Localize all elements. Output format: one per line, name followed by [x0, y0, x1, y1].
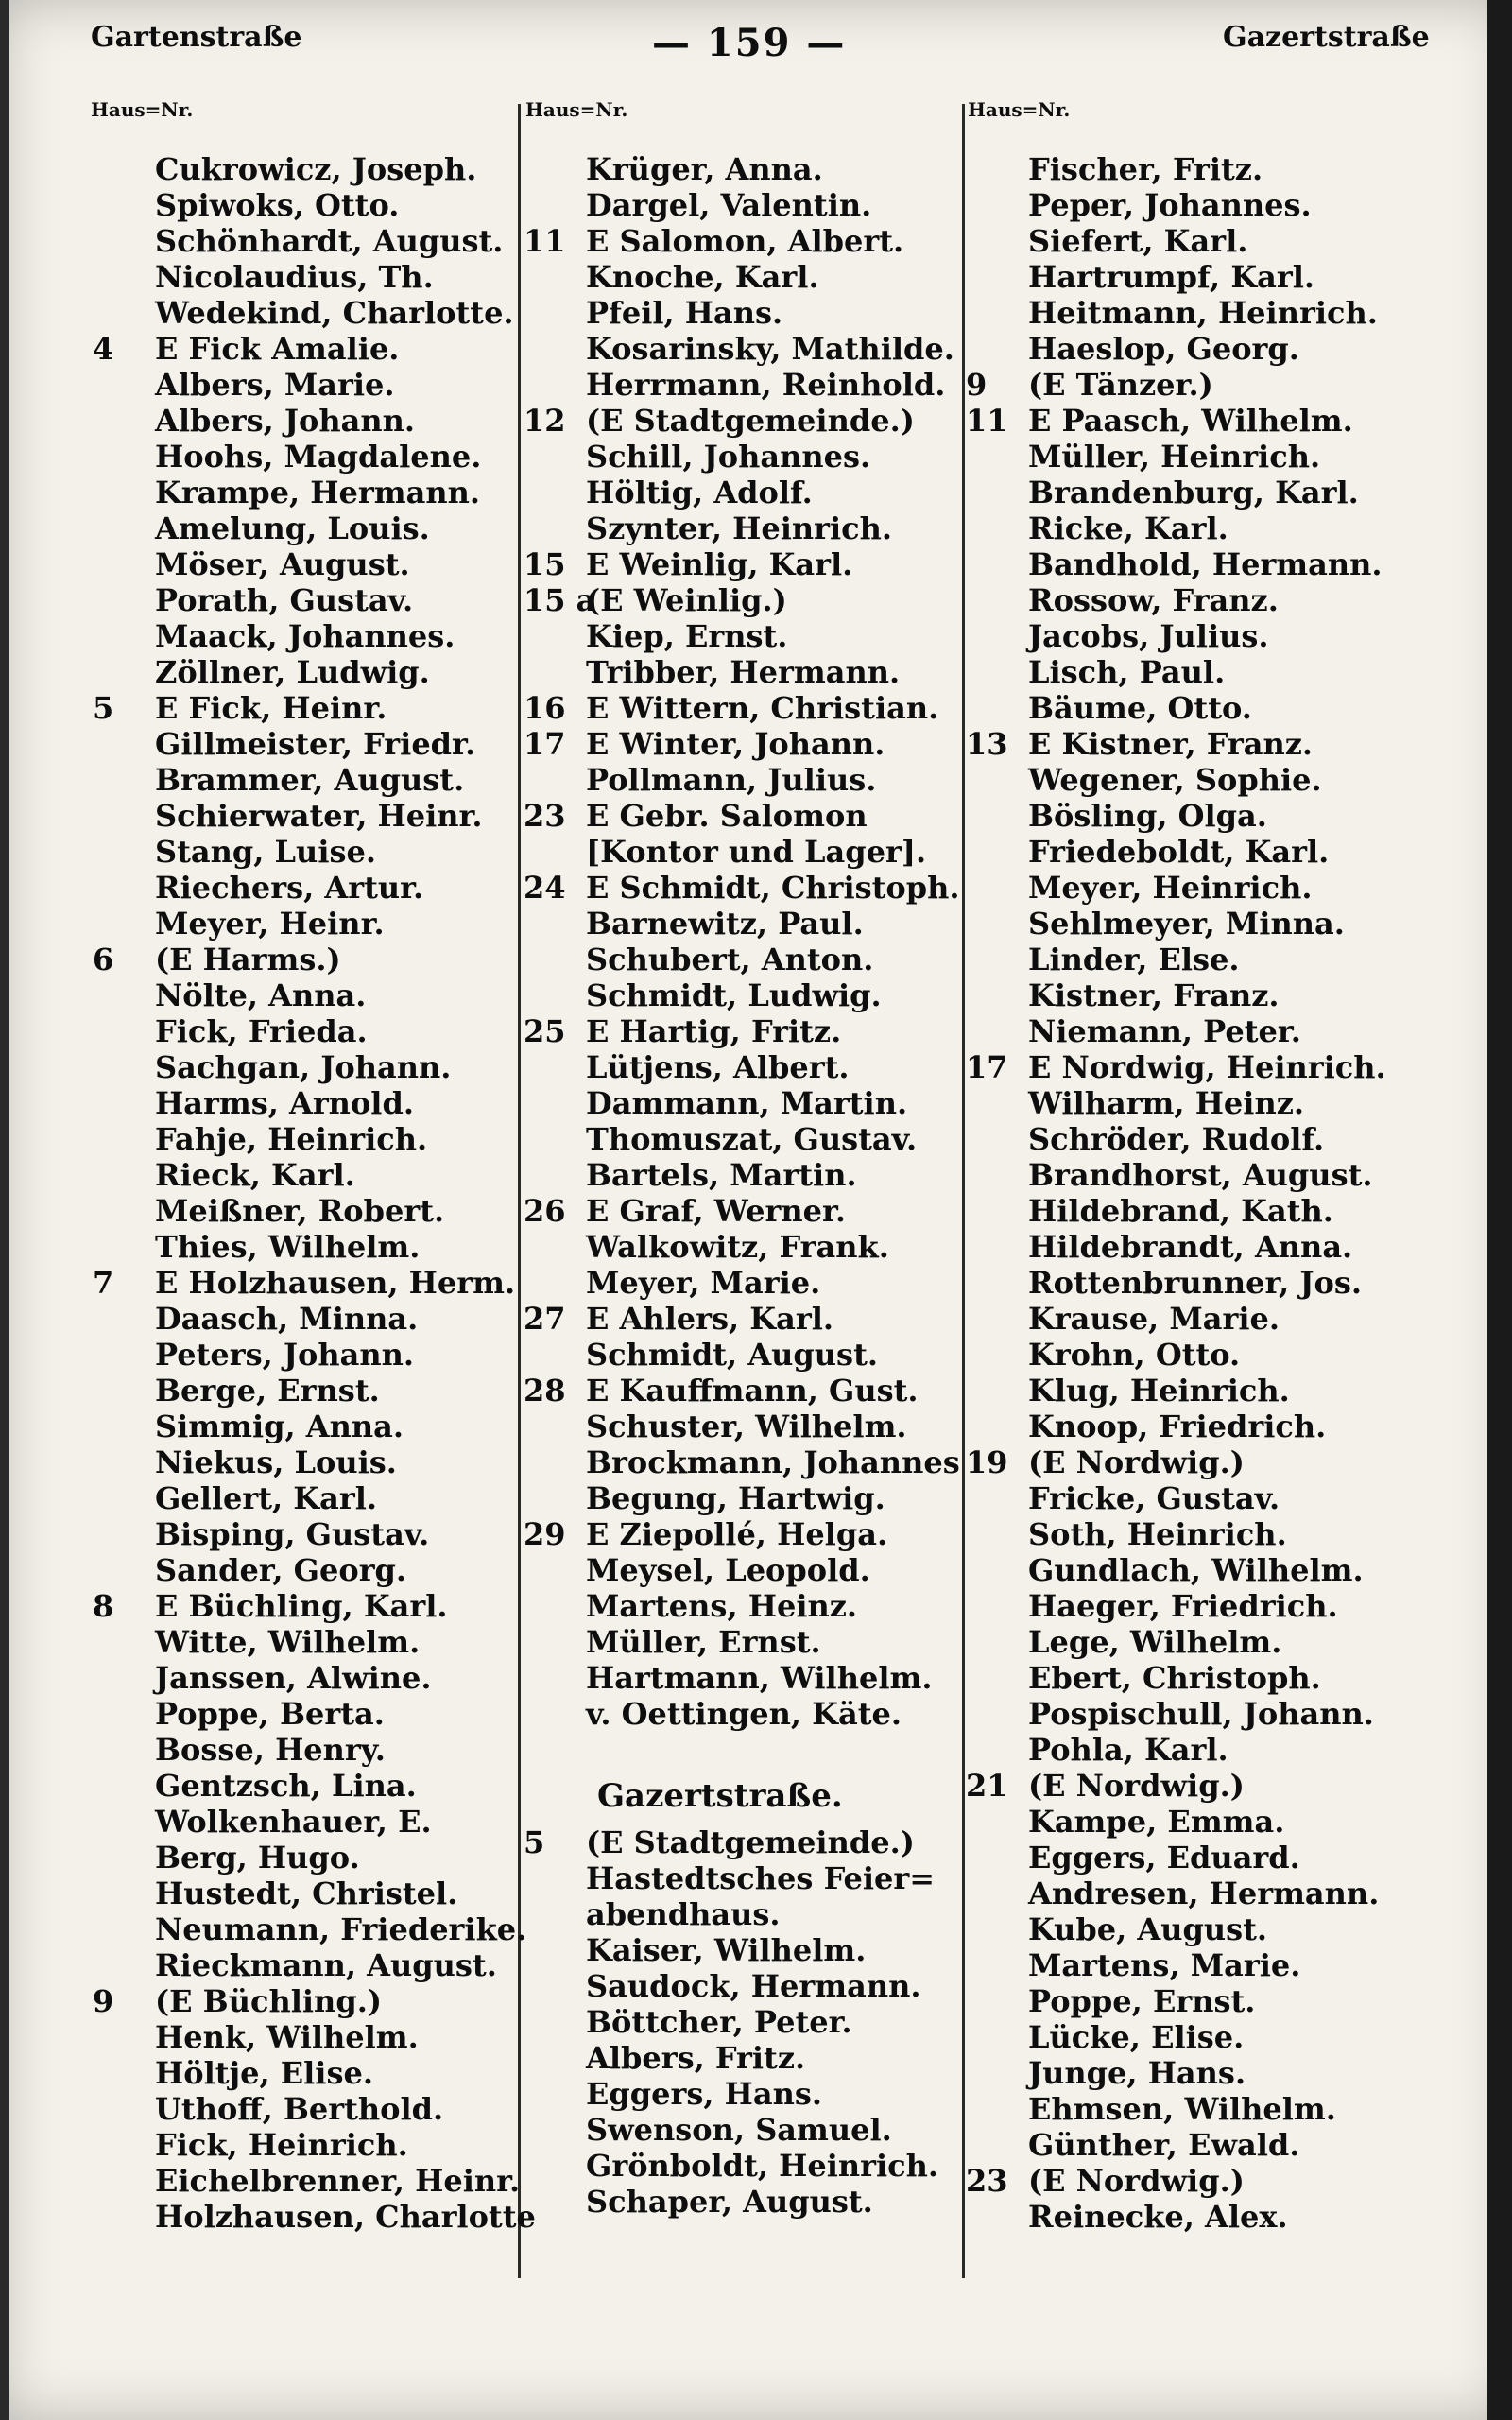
resident-name: Lütjens, Albert.	[586, 1049, 850, 1085]
resident-name: Schubert, Anton.	[586, 942, 874, 977]
resident-name: Pospischull, Johann.	[1028, 1696, 1374, 1732]
resident-name: Henk, Wilhelm.	[155, 2019, 419, 2055]
house-number: 17	[966, 1049, 1008, 1085]
directory-entry	[524, 726, 885, 762]
directory-entry	[524, 654, 901, 690]
resident-name: Nölte, Anna.	[155, 977, 367, 1013]
resident-name: Soth, Heinrich.	[1028, 1516, 1287, 1552]
resident-name: Linder, Else.	[1028, 942, 1240, 977]
resident-name: Rieckmann, August.	[155, 1947, 497, 1983]
resident-name: Poppe, Berta.	[155, 1696, 385, 1732]
directory-entry	[524, 1696, 902, 1732]
resident-name: Barnewitz, Paul.	[586, 906, 864, 942]
resident-name: Gillmeister, Friedr.	[155, 726, 476, 762]
page-number: — 159 —	[652, 21, 847, 65]
resident-name: Möser, August.	[155, 546, 410, 582]
resident-name: Rottenbrunner, Jos.	[1028, 1265, 1362, 1301]
running-header-left: Gartenstraße	[91, 21, 302, 54]
resident-name: Fischer, Fritz.	[1028, 151, 1263, 187]
resident-name: Lisch, Paul.	[1028, 654, 1226, 690]
directory-entry	[524, 1824, 915, 1860]
resident-name: Schmidt, August.	[586, 1337, 878, 1373]
resident-name: Haeslop, Georg.	[1028, 331, 1299, 367]
resident-name: Höltje, Elise.	[155, 2055, 373, 2091]
house-number: 27	[524, 1301, 566, 1337]
house-number: 25	[524, 1013, 566, 1049]
directory-entry	[524, 1444, 960, 1480]
resident-name: Fick, Heinrich.	[155, 2127, 408, 2163]
directory-entry	[524, 1968, 921, 2004]
directory-entry	[524, 1516, 888, 1552]
resident-name: Schuster, Wilhelm.	[586, 1409, 907, 1444]
directory-entry	[524, 2148, 939, 2184]
resident-name: (E Weinlig.)	[586, 582, 787, 618]
resident-name: Amelung, Louis.	[155, 510, 430, 546]
directory-entry	[524, 1896, 843, 1932]
resident-name: Wilharm, Heinz.	[1028, 1085, 1305, 1121]
resident-name: Hartmann, Wilhelm.	[586, 1660, 933, 1696]
resident-name: Pollmann, Julius.	[586, 762, 877, 798]
resident-name: Fricke, Gustav.	[1028, 1480, 1280, 1516]
resident-name: Thomuszat, Gustav.	[586, 1121, 918, 1157]
resident-name: Ricke, Karl.	[1028, 510, 1228, 546]
resident-name: E Graf, Werner.	[586, 1193, 847, 1229]
resident-name: Grönboldt, Heinrich.	[586, 2148, 939, 2184]
resident-name: Hartrumpf, Karl.	[1028, 259, 1315, 295]
directory-entry	[524, 475, 843, 510]
resident-name: Klug, Heinrich.	[1028, 1373, 1290, 1409]
resident-name: Swenson, Samuel.	[586, 2112, 892, 2148]
resident-name: Bösling, Olga.	[1028, 798, 1267, 834]
directory-entry	[524, 1480, 885, 1516]
directory-entry	[524, 1085, 908, 1121]
resident-name: Fick, Frieda.	[155, 1013, 368, 1049]
resident-name: Heitmann, Heinrich.	[1028, 295, 1378, 331]
resident-name: Haeger, Friedrich.	[1028, 1588, 1338, 1624]
directory-entry	[524, 295, 843, 331]
directory-entry	[524, 1660, 933, 1696]
resident-name: (E Stadtgemeinde.)	[586, 1824, 915, 1860]
section-spacer	[524, 1732, 843, 1768]
resident-name: Stang, Luise.	[155, 834, 376, 870]
street-section-title: Gazertstraße.	[597, 1777, 843, 1815]
resident-name: Gentzsch, Lina.	[155, 1768, 417, 1804]
resident-name: Berge, Ernst.	[155, 1373, 380, 1409]
resident-name: Schaper, August.	[586, 2184, 873, 2220]
house-number: 26	[524, 1193, 566, 1229]
resident-name: Bäume, Otto.	[1028, 690, 1252, 726]
resident-name: Meysel, Leopold.	[586, 1552, 870, 1588]
resident-name: Neumann, Friederike.	[155, 1911, 527, 1947]
resident-name: (E Tänzer.)	[1028, 367, 1213, 403]
directory-entry	[524, 1588, 858, 1624]
column-header-2: Haus=Nr.	[525, 98, 628, 121]
resident-name: v. Oettingen, Käte.	[586, 1696, 902, 1732]
house-number: 23	[966, 2163, 1008, 2199]
resident-name: Bartels, Martin.	[586, 1157, 857, 1193]
resident-name: Hildebrandt, Anna.	[1028, 1229, 1353, 1265]
directory-entry	[524, 618, 843, 654]
resident-name: Krause, Marie.	[1028, 1301, 1280, 1337]
resident-name: E Kauffmann, Gust.	[586, 1373, 919, 1409]
resident-name: Schill, Johannes.	[586, 439, 871, 475]
resident-name: E Fick, Heinr.	[155, 690, 387, 726]
resident-name: Kosarinsky, Mathilde.	[586, 331, 954, 367]
resident-name: Poppe, Ernst.	[1028, 1983, 1256, 2019]
resident-name: Böttcher, Peter.	[586, 2004, 852, 2040]
resident-name: Albers, Johann.	[155, 403, 416, 439]
directory-entry	[524, 1121, 918, 1157]
resident-name: Höltig, Adolf.	[586, 475, 813, 510]
house-number: 4	[93, 331, 114, 367]
resident-name: Eggers, Eduard.	[1028, 1840, 1300, 1876]
directory-entry	[524, 1049, 850, 1085]
resident-name: Porath, Gustav.	[155, 582, 414, 618]
resident-name: Brammer, August.	[155, 762, 465, 798]
column-2	[524, 151, 960, 2220]
resident-name: Niekus, Louis.	[155, 1444, 397, 1480]
house-number: 5	[524, 1824, 545, 1860]
resident-name: Fahje, Heinrich.	[155, 1121, 428, 1157]
house-number: 13	[966, 726, 1008, 762]
resident-name: Kistner, Franz.	[1028, 977, 1280, 1013]
resident-name: Ehmsen, Wilhelm.	[1028, 2091, 1336, 2127]
resident-name: Krohn, Otto.	[1028, 1337, 1241, 1373]
directory-entry	[524, 1157, 857, 1193]
resident-name: Jacobs, Julius.	[1028, 618, 1269, 654]
resident-name: Andresen, Hermann.	[1028, 1876, 1380, 1911]
resident-name: Holzhausen, Charlotte	[155, 2199, 536, 2235]
house-number: 5	[93, 690, 114, 726]
resident-name: Hustedt, Christel.	[155, 1876, 458, 1911]
house-number: 28	[524, 1373, 566, 1409]
resident-name: Knoche, Karl.	[586, 259, 819, 295]
resident-name: Wedekind, Charlotte.	[155, 295, 514, 331]
resident-name: Junge, Hans.	[1028, 2055, 1246, 2091]
resident-name: Harms, Arnold.	[155, 1085, 414, 1121]
house-number: 16	[524, 690, 566, 726]
directory-entry	[524, 762, 877, 798]
resident-name: E Weinlig, Karl.	[586, 546, 853, 582]
resident-name: Begung, Hartwig.	[586, 1480, 885, 1516]
resident-name: E Wittern, Christian.	[586, 690, 939, 726]
resident-name: Schierwater, Heinr.	[155, 798, 483, 834]
resident-name: E Ziepollé, Helga.	[586, 1516, 888, 1552]
resident-name: E Gebr. Salomon	[586, 798, 868, 834]
house-number: 9	[93, 1983, 114, 2019]
resident-name: Walkowitz, Frank.	[586, 1229, 889, 1265]
scan-edge-left	[0, 0, 9, 2420]
resident-name: Lücke, Elise.	[1028, 2019, 1245, 2055]
resident-name: Szynter, Heinrich.	[586, 510, 893, 546]
directory-entry	[524, 582, 843, 618]
directory-entry	[524, 2040, 843, 2076]
resident-name: Gundlach, Wilhelm.	[1028, 1552, 1364, 1588]
directory-entry	[524, 1013, 843, 1049]
resident-name: Schröder, Rudolf.	[1028, 1121, 1325, 1157]
resident-name: Pohla, Karl.	[1028, 1732, 1228, 1768]
house-number: 15	[524, 546, 566, 582]
column-divider	[962, 104, 965, 2278]
resident-name: Lege, Wilhelm.	[1028, 1624, 1282, 1660]
resident-name: Schmidt, Ludwig.	[586, 977, 882, 1013]
resident-name: Bandhold, Hermann.	[1028, 546, 1383, 582]
resident-name: Meyer, Heinrich.	[1028, 870, 1313, 906]
resident-name: E Schmidt, Christoph.	[586, 870, 960, 906]
resident-name: Brandenburg, Karl.	[1028, 475, 1359, 510]
resident-name: Hastedtsches Feier=	[586, 1860, 936, 1896]
directory-entry	[524, 1337, 878, 1373]
resident-name: Kaiser, Wilhelm.	[586, 1932, 867, 1968]
resident-name: Müller, Ernst.	[586, 1624, 821, 1660]
directory-entry	[524, 510, 893, 546]
column-header-1: Haus=Nr.	[91, 98, 194, 121]
resident-name: E Ahlers, Karl.	[586, 1301, 833, 1337]
resident-name: Schönhardt, August.	[155, 223, 504, 259]
resident-name: Dargel, Valentin.	[586, 187, 872, 223]
directory-entry	[524, 942, 874, 977]
directory-entry	[524, 1409, 907, 1444]
resident-name: Reinecke, Alex.	[1028, 2199, 1288, 2235]
resident-name: Rieck, Karl.	[155, 1157, 355, 1193]
directory-entry	[524, 834, 927, 870]
directory-entry	[524, 2004, 852, 2040]
directory-entry	[524, 2184, 873, 2220]
house-number: 11	[524, 223, 566, 259]
resident-name: Müller, Heinrich.	[1028, 439, 1321, 475]
resident-name: Krampe, Hermann.	[155, 475, 480, 510]
resident-name: Friedeboldt, Karl.	[1028, 834, 1330, 870]
directory-entry	[524, 223, 904, 259]
directory-entry	[524, 1193, 847, 1229]
directory-entry	[524, 977, 882, 1013]
directory-entry	[524, 1265, 843, 1301]
directory-entry	[524, 1301, 843, 1337]
resident-name: Kube, August.	[1028, 1911, 1268, 1947]
resident-name: Hildebrand, Kath.	[1028, 1193, 1333, 1229]
resident-name: Simmig, Anna.	[155, 1409, 404, 1444]
resident-name: E Salomon, Albert.	[586, 223, 904, 259]
house-number: 15 a	[524, 582, 596, 618]
house-number: 11	[966, 403, 1008, 439]
resident-name: Cukrowicz, Joseph.	[155, 151, 477, 187]
scan-edge-right	[1487, 0, 1512, 2420]
resident-name: Wolkenhauer, E.	[155, 1804, 432, 1840]
resident-name: Peper, Johannes.	[1028, 187, 1312, 223]
directory-entry	[524, 870, 960, 906]
house-number: 21	[966, 1768, 1008, 1804]
resident-name: Bisping, Gustav.	[155, 1516, 430, 1552]
resident-name: (E Nordwig.)	[1028, 2163, 1245, 2199]
resident-name: Brandhorst, August.	[1028, 1157, 1373, 1193]
resident-name: Sander, Georg.	[155, 1552, 407, 1588]
house-number: 19	[966, 1444, 1008, 1480]
resident-name: Hoohs, Magdalene.	[155, 439, 482, 475]
resident-name: Bosse, Henry.	[155, 1732, 386, 1768]
resident-name: Berg, Hugo.	[155, 1840, 360, 1876]
directory-entry	[524, 1624, 843, 1660]
resident-name: Dammann, Martin.	[586, 1085, 908, 1121]
resident-name: Spiwoks, Otto.	[155, 187, 400, 223]
resident-name: Martens, Heinz.	[586, 1588, 858, 1624]
house-number: 12	[524, 403, 566, 439]
resident-name: Uthoff, Berthold.	[155, 2091, 444, 2127]
resident-name: Janssen, Alwine.	[155, 1660, 432, 1696]
resident-name: Riechers, Artur.	[155, 870, 424, 906]
house-number: 29	[524, 1516, 566, 1552]
resident-name: Meißner, Robert.	[155, 1193, 445, 1229]
resident-name: Sehlmeyer, Minna.	[1028, 906, 1345, 942]
resident-name: Krüger, Anna.	[586, 151, 823, 187]
resident-name: Siefert, Karl.	[1028, 223, 1248, 259]
directory-entry	[524, 906, 864, 942]
house-number: 17	[524, 726, 566, 762]
directory-entry	[524, 1229, 889, 1265]
resident-name: Rossow, Franz.	[1028, 582, 1279, 618]
resident-name: Herrmann, Reinhold.	[586, 367, 946, 403]
resident-name: (E Harms.)	[155, 942, 341, 977]
resident-name: Ebert, Christoph.	[1028, 1660, 1321, 1696]
resident-name: Niemann, Peter.	[1028, 1013, 1301, 1049]
resident-name: Eggers, Hans.	[586, 2076, 823, 2112]
resident-name: Wegener, Sophie.	[1028, 762, 1322, 798]
house-number: 8	[93, 1588, 114, 1624]
resident-name: Brockmann, Johannes	[586, 1444, 960, 1480]
resident-name: Albers, Fritz.	[586, 2040, 806, 2076]
resident-name: Thies, Wilhelm.	[155, 1229, 421, 1265]
directory-entry	[524, 1552, 870, 1588]
resident-name: Meyer, Marie.	[586, 1265, 821, 1301]
directory-entry	[524, 187, 872, 223]
resident-name: Witte, Wilhelm.	[155, 1624, 421, 1660]
resident-name: Kampe, Emma.	[1028, 1804, 1285, 1840]
directory-entry	[524, 151, 843, 187]
resident-name: E Hartig, Fritz.	[586, 1013, 842, 1049]
resident-name: Peters, Johann.	[155, 1337, 415, 1373]
directory-entry	[524, 403, 915, 439]
house-number: 9	[966, 367, 988, 403]
resident-name: E Nordwig, Heinrich.	[1028, 1049, 1386, 1085]
resident-name: Tribber, Hermann.	[586, 654, 901, 690]
resident-name: E Fick Amalie.	[155, 331, 400, 367]
resident-name: Daasch, Minna.	[155, 1301, 419, 1337]
directory-entry	[524, 1373, 919, 1409]
resident-name: E Paasch, Wilhelm.	[1028, 403, 1353, 439]
house-number: 24	[524, 870, 566, 906]
house-number: 6	[93, 942, 114, 977]
resident-name: E Winter, Johann.	[586, 726, 885, 762]
directory-entry	[524, 1932, 867, 1968]
resident-name: Martens, Marie.	[1028, 1947, 1301, 1983]
resident-name: E Kistner, Franz.	[1028, 726, 1314, 762]
column-header-3: Haus=Nr.	[968, 98, 1071, 121]
resident-name: Saudock, Hermann.	[586, 1968, 921, 2004]
directory-entry	[524, 690, 939, 726]
directory-entry	[524, 2076, 843, 2112]
resident-name: abendhaus.	[586, 1896, 781, 1932]
directory-entry	[524, 798, 868, 834]
resident-name: E Holzhausen, Herm.	[155, 1265, 516, 1301]
resident-name: Gellert, Karl.	[155, 1480, 377, 1516]
resident-name: Pfeil, Hans.	[586, 295, 783, 331]
resident-name: Nicolaudius, Th.	[155, 259, 434, 295]
directory-entry	[524, 259, 843, 295]
resident-name: Meyer, Heinr.	[155, 906, 385, 942]
resident-name: (E Nordwig.)	[1028, 1444, 1245, 1480]
resident-name: Kiep, Ernst.	[586, 618, 788, 654]
directory-entry	[524, 2112, 892, 2148]
directory-entry	[524, 439, 871, 475]
resident-name: [Kontor und Lager].	[586, 834, 927, 870]
resident-name: Knoop, Friedrich.	[1028, 1409, 1327, 1444]
resident-name: (E Nordwig.)	[1028, 1768, 1245, 1804]
house-number: 23	[524, 798, 566, 834]
column-divider	[518, 104, 521, 2278]
resident-name: E Büchling, Karl.	[155, 1588, 448, 1624]
resident-name: Günther, Ewald.	[1028, 2127, 1300, 2163]
resident-name: (E Stadtgemeinde.)	[586, 403, 915, 439]
resident-name: Sachgan, Johann.	[155, 1049, 452, 1085]
house-number: 7	[93, 1265, 114, 1301]
resident-name: Eichelbrenner, Heinr.	[155, 2163, 521, 2199]
running-header-right: Gazertstraße	[1223, 21, 1430, 54]
resident-name: Zöllner, Ludwig.	[155, 654, 430, 690]
directory-entry	[524, 331, 954, 367]
resident-name: (E Büchling.)	[155, 1983, 382, 2019]
resident-name: Maack, Johannes.	[155, 618, 455, 654]
directory-entry	[524, 1860, 936, 1896]
resident-name: Albers, Marie.	[155, 367, 395, 403]
directory-entry	[524, 546, 853, 582]
directory-entry	[524, 367, 946, 403]
